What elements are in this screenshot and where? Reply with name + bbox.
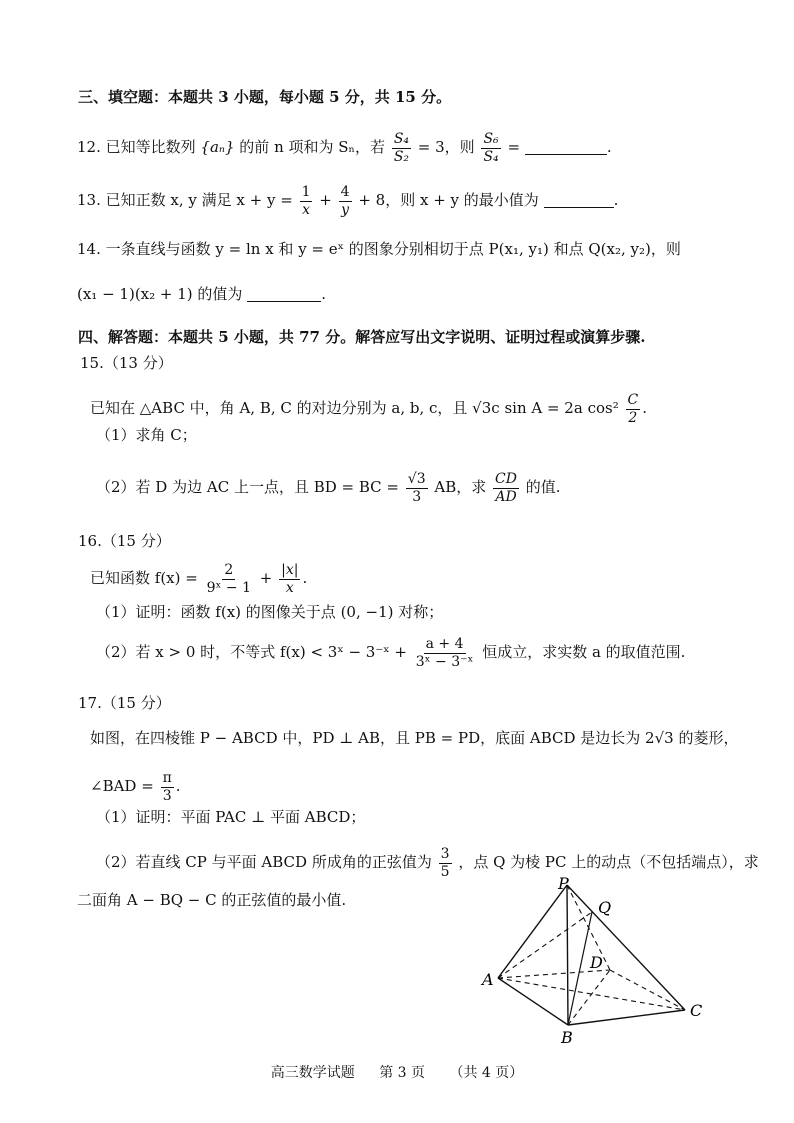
q15-part-2-fraction-1: $\frac{√3}{3}$ — [407, 471, 426, 505]
q14-line-2 — [77, 287, 326, 302]
q15-stem-end: . — [642, 399, 647, 418]
page-footer — [0, 1062, 794, 1082]
q13-fraction-2: $\frac{4}{y}$ — [340, 184, 350, 218]
footer-title: 高三数学试题 — [270, 1065, 355, 1081]
q12-fraction-1: $\frac{\text{S₄}}{\text{S₂}}$ — [393, 131, 410, 165]
section4-header: 四、解答题：本题共 5 小题，共 77 分。解答应写出文字说明、证明过程或演算步骤. — [78, 328, 646, 346]
edge-AQ — [498, 912, 592, 978]
q12-eq: = 3，则 — [417, 138, 475, 157]
q15-part-1: （1）求角 C； — [96, 426, 197, 444]
q17-stem-2-text: ∠BAD = — [90, 777, 154, 796]
q13-lead: 13. 已知正数 x, y 满足 x + y = — [77, 191, 293, 210]
q17-part-2-fraction: $\frac{3}{5}$ — [440, 846, 450, 880]
q12-eq2: = — [507, 138, 521, 157]
q15-title: 15.（13 分） — [80, 354, 173, 372]
q13-answer-blank[interactable] — [544, 193, 614, 208]
q17-stem-line-1: 如图，在四棱锥 P − ABCD 中，PD ⊥ AB，且 PB = PD，底面 ABCD 是边长为 2√3 的菱形， — [90, 729, 739, 747]
q16-title: 16.（15 分） — [78, 532, 171, 550]
label-P: P — [558, 875, 569, 893]
q16-part-2 — [96, 637, 685, 669]
q15-part-2-fraction-2: $\frac{CD}{AD}$ — [495, 471, 517, 505]
q15-part-2-text-b: AB，求 — [434, 478, 487, 497]
footer-total: （共 4 页） — [449, 1065, 524, 1081]
question-13 — [77, 185, 618, 217]
label-Q: Q — [598, 898, 612, 917]
q16-part-2-text-a: （2）若 x > 0 时，不等式 f(x) < 3ˣ − 3⁻ˣ + — [96, 643, 407, 662]
q13-plus: + — [319, 191, 332, 210]
q17-part-2-text-a: （2）若直线 CP 与平面 ABCD 所成角的正弦值为 — [96, 853, 432, 872]
q15-stem — [90, 393, 647, 425]
pyramid-figure — [470, 875, 720, 1050]
question-12 — [77, 132, 612, 164]
q12-seq: {aₙ} — [200, 138, 235, 157]
q16-stem-end: . — [302, 569, 308, 588]
q17-stem-2-end: . — [175, 777, 181, 796]
q16-fraction-1: $\frac{2}{\text{9ˣ − 1}}$ — [206, 562, 251, 596]
q14-end: . — [321, 285, 326, 303]
edge-PB — [567, 885, 568, 1025]
label-D: D — [590, 953, 603, 972]
edge-PA — [498, 885, 567, 978]
q17-title: 17.（15 分） — [78, 694, 171, 712]
q12-fraction-2: $\frac{\text{S₆}}{\text{S₄}}$ — [483, 131, 499, 165]
q14-line-2-text: (x₁ − 1)(x₂ + 1) 的值为 — [77, 285, 243, 303]
q13-end: . — [613, 191, 619, 210]
q16-part-2-fraction: $\frac{a + 4}{\text{3ˣ − 3⁻ˣ}}$ — [415, 636, 474, 670]
q16-stem-text: 已知函数 f(x) = — [90, 569, 198, 588]
edge-AB — [498, 978, 568, 1025]
q15-part-2 — [96, 472, 561, 504]
edge-BC — [568, 1010, 685, 1025]
q13-fraction-1: $\frac{1}{x}$ — [301, 184, 311, 218]
section3-header: 三、填空题：本题共 3 小题，每小题 5 分，共 15 分。 — [78, 88, 452, 106]
label-A: A — [482, 970, 494, 989]
label-B: B — [561, 1028, 573, 1047]
q14-line-1: 14. 一条直线与函数 y = ln x 和 y = eˣ 的图象分别相切于点 P(x₁, y₁) 和点 Q(x₂, y₂)，则 — [77, 240, 681, 258]
q15-stem-text: 已知在 △ABC 中，角 A, B, C 的对边分别为 a, b, c，且 √3c sin A = 2a cos² — [90, 399, 619, 418]
edge-DC — [610, 970, 685, 1010]
q15-part-2-text-a: （2）若 D 为边 AC 上一点，且 BD = BC = — [96, 478, 399, 497]
q16-stem — [90, 563, 307, 595]
q16-part-1: （1）证明：函数 f(x) 的图像关于点 (0, −1) 对称； — [96, 603, 444, 621]
q16-fraction-2: $\frac{|x|}{x}$ — [281, 562, 299, 596]
q15-part-2-text-c: 的值. — [525, 478, 561, 497]
q16-plus: + — [259, 569, 273, 588]
label-C: C — [690, 1001, 703, 1020]
q13-tail: + 8，则 x + y 的最小值为 — [358, 191, 539, 210]
q12-lead: 12. 已知等比数列 — [77, 138, 196, 157]
q12-answer-blank[interactable] — [525, 140, 607, 155]
q17-stem-2-fraction: $\frac{\pi}{3}$ — [162, 770, 172, 804]
q12-end: . — [606, 138, 612, 157]
q17-part-2-text-b: ，点 Q 为棱 PC 上的动点（不包括端点），求 — [458, 853, 759, 872]
q12-mid: 的前 n 项和为 Sₙ，若 — [239, 138, 386, 157]
q17-part-2-line-2: 二面角 A − BQ − C 的正弦值的最小值. — [77, 891, 347, 909]
q14-answer-blank[interactable] — [247, 287, 321, 302]
q16-part-2-text-b: 恒成立，求实数 a 的取值范围. — [482, 643, 686, 662]
edge-BQ — [568, 912, 592, 1025]
footer-page: 第 3 页 — [379, 1065, 425, 1081]
q15-stem-fraction: $\frac{C}{2}$ — [627, 392, 639, 426]
q17-part-1: （1）证明：平面 PAC ⊥ 平面 ABCD； — [96, 808, 366, 826]
q17-stem-line-2 — [90, 771, 181, 803]
